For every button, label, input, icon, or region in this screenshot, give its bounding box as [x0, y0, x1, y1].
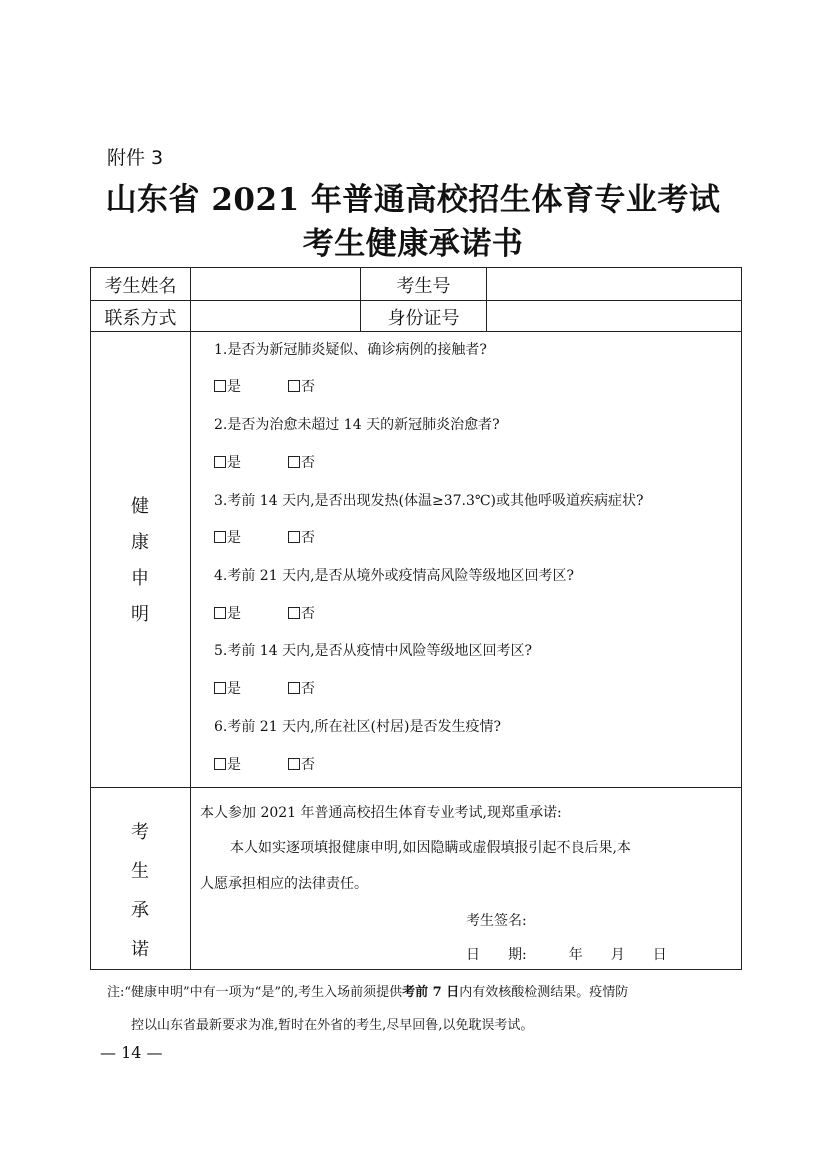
pledge-intro: 本人参加 2021 年普通高校招生体育专业考试,现郑重承诺: [200, 805, 562, 821]
signature-field[interactable] [540, 907, 730, 931]
label-char: 承 [131, 900, 149, 921]
footnote-line1 [107, 981, 628, 1000]
q1-no-option[interactable] [288, 376, 315, 396]
checkbox-icon [214, 607, 226, 619]
note-text: 内有效核酸检测结果。疫情防 [459, 985, 629, 1000]
q1-yes-option[interactable] [214, 376, 241, 396]
q2-no-option[interactable] [288, 452, 315, 472]
q6-no-option[interactable] [288, 754, 315, 774]
option-label: 是 [227, 757, 241, 773]
option-label: 否 [301, 379, 315, 395]
checkbox-icon [214, 456, 226, 468]
checkbox-icon [214, 380, 226, 392]
label-char: 诺 [131, 939, 149, 960]
table-border-right [741, 267, 742, 970]
option-label: 是 [227, 606, 241, 622]
checkbox-icon [214, 682, 226, 694]
question-2: 2.是否为治愈未超过 14 天的新冠肺炎治愈者? [214, 417, 500, 433]
note-text: 注:“健康申明”中有一项为“是”的,考生入场前须提供 [107, 985, 403, 1000]
q4-yes-option[interactable] [214, 603, 241, 623]
q3-no-option[interactable] [288, 527, 315, 547]
contact-field[interactable] [191, 301, 360, 331]
option-label: 是 [227, 379, 241, 395]
q3-yes-option[interactable] [214, 527, 241, 547]
pledge-text-line2: 人愿承担相应的法律责任。 [200, 876, 368, 892]
checkbox-icon [288, 380, 300, 392]
id-number-label: 身份证号 [387, 308, 460, 329]
column-divider [190, 267, 191, 970]
label-char: 考 [131, 822, 149, 843]
pledge-text-line1: 本人如实逐项填报健康申明,如因隐瞒或虚假填报引起不良后果,本 [230, 840, 631, 856]
checkbox-icon [288, 682, 300, 694]
date-label: 日 期: 年 月 日 [466, 947, 667, 963]
signature-label: 考生签名: [466, 913, 527, 929]
option-label: 否 [301, 455, 315, 471]
id-number-field[interactable] [487, 301, 741, 331]
label-char: 明 [131, 604, 149, 625]
exam-number-field[interactable] [487, 268, 741, 300]
q5-yes-option[interactable] [214, 678, 241, 698]
q5-no-option[interactable] [288, 678, 315, 698]
label-char: 康 [131, 532, 149, 553]
question-1: 1.是否为新冠肺炎疑似、确诊病例的接触者? [214, 342, 487, 358]
name-label: 考生姓名 [104, 276, 177, 297]
label-char: 申 [131, 568, 149, 589]
footnote-line2: 控以山东省最新要求为准,暂时在外省的考生,尽早回鲁,以免耽误考试。 [131, 1018, 534, 1033]
health-pledge-form [90, 267, 742, 970]
row-divider [90, 787, 742, 788]
page-number: — 14 — [100, 1043, 163, 1062]
checkbox-icon [214, 758, 226, 770]
table-border-bottom [90, 969, 742, 970]
note-emphasis: 考前 7 日 [402, 985, 460, 1000]
question-3: 3.考前 14 天内,是否出现发热(体温≥37.3℃)或其他呼吸道疾病症状? [214, 493, 644, 509]
option-label: 是 [227, 681, 241, 697]
exam-number-label: 考生号 [396, 276, 451, 297]
document-title: 山东省 2021 年普通高校招生体育专业考试 [105, 182, 721, 218]
label-char: 生 [131, 861, 149, 882]
pledge-label [90, 813, 190, 969]
checkbox-icon [288, 758, 300, 770]
option-label: 是 [227, 455, 241, 471]
q2-yes-option[interactable] [214, 452, 241, 472]
q4-no-option[interactable] [288, 603, 315, 623]
attachment-label: 附件 3 [107, 147, 164, 169]
option-label: 否 [301, 757, 315, 773]
checkbox-icon [288, 456, 300, 468]
checkbox-icon [288, 531, 300, 543]
contact-label: 联系方式 [104, 308, 177, 329]
question-6: 6.考前 21 天内,所在社区(村居)是否发生疫情? [214, 719, 501, 735]
option-label: 否 [301, 681, 315, 697]
option-label: 否 [301, 606, 315, 622]
row-divider [90, 331, 742, 332]
question-5: 5.考前 14 天内,是否从疫情中风险等级地区回考区? [214, 643, 533, 659]
option-label: 否 [301, 530, 315, 546]
name-field[interactable] [191, 268, 360, 300]
health-declaration-label [90, 489, 190, 633]
option-label: 是 [227, 530, 241, 546]
label-char: 健 [131, 496, 149, 517]
q6-yes-option[interactable] [214, 754, 241, 774]
question-4: 4.考前 21 天内,是否从境外或疫情高风险等级地区回考区? [214, 568, 575, 584]
document-subtitle: 考生健康承诺书 [302, 226, 524, 262]
checkbox-icon [288, 607, 300, 619]
checkbox-icon [214, 531, 226, 543]
